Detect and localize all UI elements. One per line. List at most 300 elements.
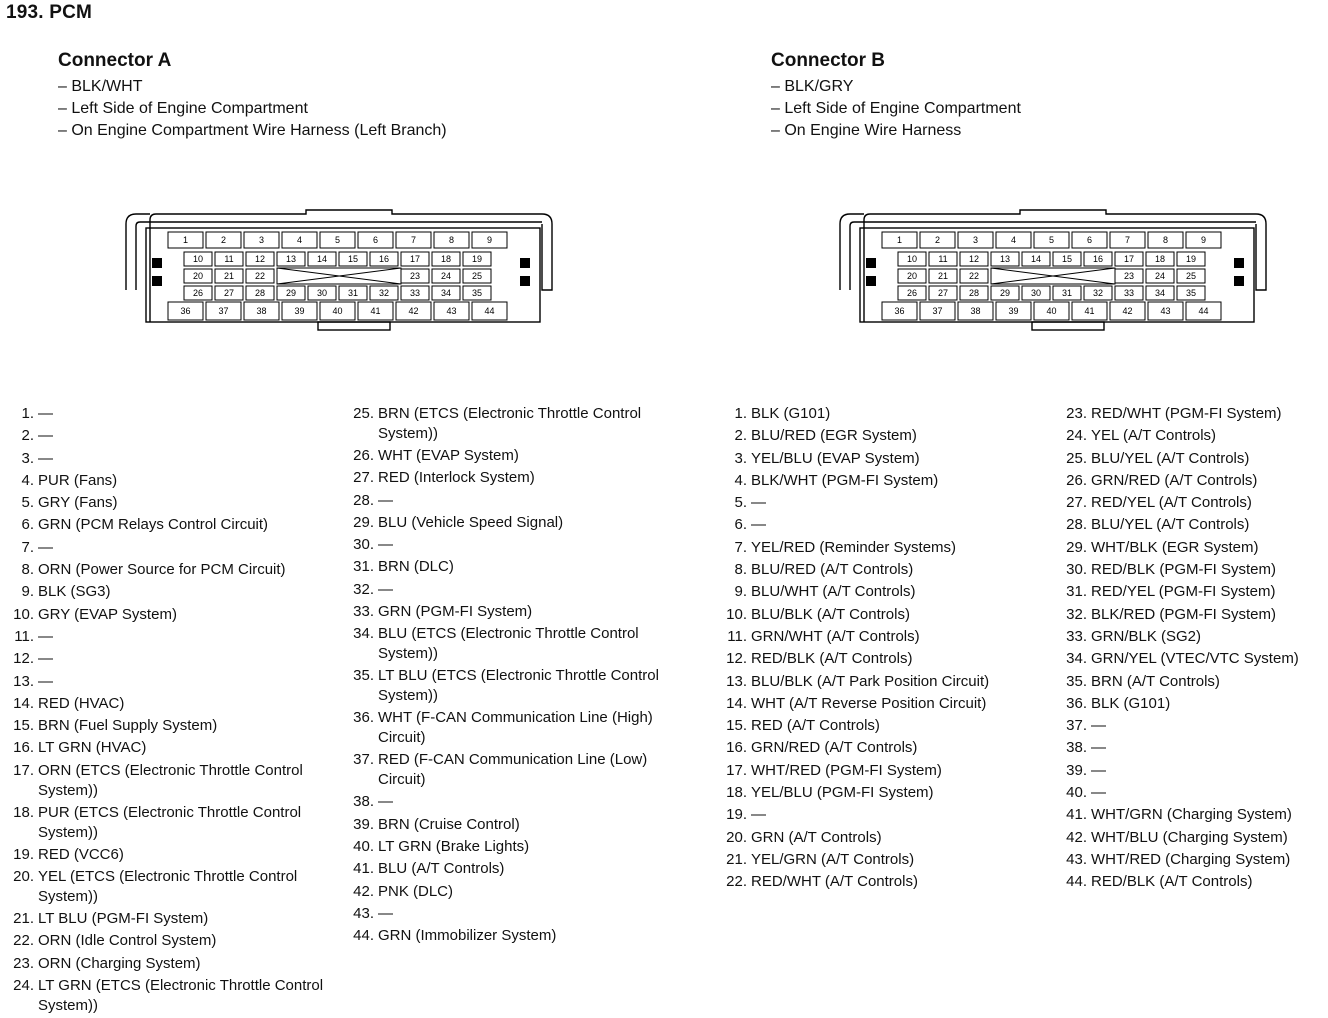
connector-a-pin-row <box>340 903 668 925</box>
pin-number: 44. <box>353 927 374 945</box>
pin-description: — <box>38 405 53 422</box>
cavity-label: 39 <box>1008 306 1019 316</box>
cavity-label: 31 <box>347 288 359 298</box>
connector-b-header <box>771 50 1021 142</box>
connector-b-pin-row <box>1053 448 1299 470</box>
cavity-label: 8 <box>448 235 455 245</box>
pin-description: RED/BLK (PGM-FI System) <box>1091 561 1277 579</box>
cavity-label: 32 <box>378 288 390 298</box>
connector-b-pin-row <box>1053 760 1299 782</box>
connector-b-pin-row <box>1053 514 1299 536</box>
pin-description: RED (Interlock System) <box>378 469 535 487</box>
connector-a-pin-row <box>0 448 328 470</box>
pin-number: 35. <box>1066 672 1087 690</box>
cavity-label: 20 <box>192 271 204 281</box>
pin-number: 7. <box>21 538 34 556</box>
cavity-label: 37 <box>218 306 229 316</box>
cavity-label: 17 <box>1123 254 1135 264</box>
pin-number: 14. <box>13 694 34 712</box>
pin-number: 6. <box>21 516 34 534</box>
connector-a-pin-row <box>0 953 328 975</box>
pin-description: LT GRN (HVAC) <box>38 739 147 757</box>
cavity-label: 14 <box>1030 254 1042 264</box>
pin-description: BLU/BLK (A/T Park Position Circuit) <box>751 672 990 690</box>
connector-b-pin-row <box>713 604 989 626</box>
pin-number: 13. <box>726 672 747 690</box>
pin-description: WHT/GRN (Charging System) <box>1091 806 1292 824</box>
cavity-label: 13 <box>999 254 1011 264</box>
connector-b-pin-row <box>713 693 989 715</box>
pin-description: — <box>1091 761 1106 779</box>
pin-description: — <box>38 627 53 645</box>
cavity-label: 15 <box>1061 254 1073 264</box>
pin-description: BLK/WHT (PGM-FI System) <box>751 471 939 489</box>
pin-number: 25. <box>1066 449 1087 467</box>
pin-number: 26. <box>1066 471 1087 489</box>
pin-description: GRN/RED (A/T Controls) <box>751 739 918 757</box>
cavity-label: 10 <box>906 254 918 264</box>
pin-description: RED/BLK (A/T Controls) <box>751 650 913 668</box>
pin-number: 10. <box>726 605 747 623</box>
pin-description: RED (F-CAN Communication Line (Low) Circuit) <box>378 751 648 789</box>
pin-description: — <box>38 427 53 445</box>
connector-b-heading: Connector B <box>771 50 885 71</box>
connector-a-pin-row <box>340 445 668 467</box>
connector-a-pin-row <box>0 737 328 759</box>
pin-number: 43. <box>1066 850 1087 868</box>
pin-number: 38. <box>353 793 374 811</box>
pin-description: — <box>38 538 53 556</box>
cavity-label: 39 <box>294 306 305 316</box>
connector-b-pin-list-2 <box>1053 403 1299 894</box>
pin-number: 15. <box>13 717 34 735</box>
connector-b-pin-row <box>1053 559 1299 581</box>
cavity-label: 25 <box>471 271 483 281</box>
pin-number: 19. <box>726 806 747 824</box>
pin-number: 9. <box>21 583 34 601</box>
cavity-label: 37 <box>932 306 943 316</box>
pin-description: — <box>378 793 393 811</box>
pin-description: GRN/RED (A/T Controls) <box>1091 471 1258 489</box>
cavity-label: 11 <box>224 254 234 264</box>
pin-number: 5. <box>734 494 747 512</box>
connector-a-pin-row <box>340 791 668 813</box>
cavity-label: 23 <box>409 271 421 281</box>
pin-number: 42. <box>1066 828 1087 846</box>
page-title: 193. PCM <box>6 2 93 23</box>
connector-b-pin-row <box>713 648 989 670</box>
cavity-label: 41 <box>370 306 381 316</box>
connector-b-face-svg <box>836 210 1276 338</box>
cavity-label: 18 <box>1154 254 1166 264</box>
pin-description: BRN (Fuel Supply System) <box>38 717 218 735</box>
cavity-label: 6 <box>372 235 379 245</box>
cavity-label: 13 <box>285 254 297 264</box>
pin-description: BRN (Cruise Control) <box>378 815 520 833</box>
pin-description: — <box>751 516 766 534</box>
cavity-label: 3 <box>258 235 265 245</box>
connector-b-pin-row <box>713 871 989 893</box>
cavity-label: 16 <box>378 254 390 264</box>
cavity-label: 9 <box>486 235 493 245</box>
pin-number: 43. <box>353 904 374 922</box>
pin-number: 1. <box>734 405 747 422</box>
cavity-label: 9 <box>1200 235 1207 245</box>
connector-a-harness: – On Engine Compartment Wire Harness (Left Branch) <box>58 122 447 139</box>
pin-number: 11. <box>727 627 747 645</box>
cavity-label: 31 <box>1061 288 1073 298</box>
pin-description: RED/BLK (A/T Controls) <box>1091 873 1253 891</box>
pin-description: RED/YEL (PGM-FI System) <box>1091 583 1276 601</box>
connector-a-pin-row <box>0 866 328 908</box>
cavity-label: 35 <box>1185 288 1197 298</box>
cavity-label: 19 <box>1185 254 1197 264</box>
cavity-label: 1 <box>182 235 189 245</box>
connector-a-pin-row <box>0 908 328 930</box>
pin-number: 12. <box>13 650 34 668</box>
side-latch <box>866 258 876 268</box>
cavity-label: 42 <box>408 306 419 316</box>
cavity-label: 33 <box>1123 288 1135 298</box>
pin-description: ORN (ETCS (Electronic Throttle Control System)) <box>38 761 303 799</box>
pin-number: 31. <box>353 558 374 576</box>
cavity-label: 8 <box>1162 235 1169 245</box>
connector-b-pin-row <box>713 448 989 470</box>
connector-b-pin-row <box>1053 737 1299 759</box>
cavity-label: 17 <box>409 254 421 264</box>
connector-a-heading: Connector A <box>58 50 172 71</box>
pin-description: WHT/BLK (EGR System) <box>1091 538 1259 556</box>
pin-number: 41. <box>353 860 374 878</box>
pin-description: — <box>378 580 393 598</box>
pin-number: 2. <box>734 427 747 445</box>
pin-description: GRY (EVAP System) <box>38 605 177 623</box>
connector-a-pin-row <box>340 579 668 601</box>
pin-number: 39. <box>1066 761 1087 779</box>
cavity-label: 38 <box>970 306 981 316</box>
connector-a-pin-row <box>340 556 668 578</box>
connector-b-pin-row <box>713 470 989 492</box>
connector-b-pin-row <box>1053 470 1299 492</box>
cavity-label: 3 <box>972 235 979 245</box>
pin-description: BRN (A/T Controls) <box>1091 672 1220 690</box>
connector-a-pin-row <box>340 403 668 445</box>
connector-b-pin-row <box>1053 827 1299 849</box>
connector-b-pin-row <box>1053 782 1299 804</box>
cavity-label: 1 <box>896 235 903 245</box>
connector-a-pin-row <box>340 836 668 858</box>
cavity-label: 22 <box>968 271 980 281</box>
connector-a-pin-row <box>0 626 328 648</box>
pin-number: 27. <box>1066 494 1087 512</box>
pin-description: — <box>1091 739 1106 757</box>
cavity-label: 11 <box>938 254 948 264</box>
side-latch <box>520 276 530 286</box>
connector-a-pin-row <box>0 514 328 536</box>
pin-number: 37. <box>1066 717 1087 735</box>
connector-a-pin-row <box>340 623 668 665</box>
connector-b-pin-row <box>1053 804 1299 826</box>
cavity-label: 43 <box>1160 306 1171 316</box>
locking-tab <box>318 322 390 330</box>
pin-description: BLU/WHT (A/T Controls) <box>751 583 916 601</box>
pin-description: YEL (A/T Controls) <box>1091 427 1217 445</box>
cavity-label: 27 <box>937 288 949 298</box>
pin-number: 36. <box>353 709 374 727</box>
connector-a-pin-row <box>340 881 668 903</box>
pin-description: RED (A/T Controls) <box>751 717 880 735</box>
cavity-label: 5 <box>1048 235 1055 245</box>
cavity-label: 7 <box>1124 235 1131 245</box>
pin-description: BLK/RED (PGM-FI System) <box>1091 605 1277 623</box>
side-latch <box>152 258 162 268</box>
pin-description: PUR (Fans) <box>38 471 118 489</box>
cavity-label: 34 <box>440 288 452 298</box>
connector-b-pin-row <box>1053 871 1299 893</box>
connector-a-pin-row <box>340 749 668 791</box>
pin-number: 40. <box>1066 784 1087 802</box>
pin-description: ORN (Power Source for PCM Circuit) <box>38 561 286 579</box>
pin-description: WHT (EVAP System) <box>378 447 519 464</box>
pin-description: GRN (PCM Relays Control Circuit) <box>38 516 269 534</box>
connector-b-pin-row <box>1053 715 1299 737</box>
connector-a-location: – Left Side of Engine Compartment <box>58 100 308 117</box>
cavity-label: 44 <box>1198 306 1209 316</box>
pin-description: BLU (ETCS (Electronic Throttle Control System)) <box>378 625 639 663</box>
pin-description: LT GRN (ETCS (Electronic Throttle Control System)) <box>38 976 324 1014</box>
pin-description: BLK (SG3) <box>38 583 111 601</box>
pin-number: 32. <box>1066 605 1087 623</box>
pin-description: GRN/BLK (SG2) <box>1091 627 1202 645</box>
pin-description: PNK (DLC) <box>378 882 454 900</box>
pin-number: 3. <box>21 449 34 467</box>
pin-number: 42. <box>353 882 374 900</box>
pin-number: 38. <box>1066 739 1087 757</box>
pin-number: 30. <box>353 536 374 554</box>
pin-description: ORN (Charging System) <box>38 954 201 972</box>
pin-description: — <box>38 449 53 467</box>
pin-description: BLU (Vehicle Speed Signal) <box>378 513 564 531</box>
connector-b-pin-row <box>713 715 989 737</box>
connector-a-pin-row <box>0 559 328 581</box>
cavity-label: 44 <box>484 306 495 316</box>
pin-number: 33. <box>353 603 374 621</box>
connector-a-pin-row <box>0 403 328 425</box>
connector-a-pin-row <box>340 858 668 880</box>
connector-a-pin-row <box>0 425 328 447</box>
pin-number: 18. <box>13 803 34 821</box>
connector-a-pin-list-1 <box>0 403 328 1017</box>
cavity-label: 36 <box>180 306 191 316</box>
connector-a-pin-row <box>340 601 668 623</box>
pin-description: — <box>38 650 53 668</box>
connector-b-pin-row <box>713 537 989 559</box>
connector-b-color: – BLK/GRY <box>771 78 854 95</box>
pin-number: 19. <box>13 845 34 863</box>
side-latch <box>1234 258 1244 268</box>
connector-a-color: – BLK/WHT <box>58 78 143 95</box>
cavity-label: 34 <box>1154 288 1166 298</box>
pin-number: 37. <box>353 751 374 769</box>
side-latch <box>866 276 876 286</box>
connector-b-pin-list-1 <box>713 403 989 894</box>
pin-description: BLK (G101) <box>751 405 831 422</box>
connector-b-pin-row <box>713 849 989 871</box>
pin-number: 21. <box>726 850 747 868</box>
connector-a-pin-row <box>340 467 668 489</box>
pin-description: — <box>1091 784 1106 802</box>
pin-description: BLU/BLK (A/T Controls) <box>751 605 910 623</box>
pin-number: 32. <box>353 580 374 598</box>
cavity-label: 30 <box>1030 288 1042 298</box>
pin-description: RED (HVAC) <box>38 694 125 712</box>
pin-description: LT GRN (Brake Lights) <box>378 837 530 855</box>
cavity-label: 5 <box>334 235 341 245</box>
side-latch <box>1234 276 1244 286</box>
connector-a-pin-row <box>340 490 668 512</box>
connector-a-pin-row <box>0 975 328 1017</box>
connector-a-pin-row <box>340 534 668 556</box>
pin-description: RED (VCC6) <box>38 845 124 863</box>
pin-description: YEL/RED (Reminder Systems) <box>751 538 957 556</box>
pin-description: YEL/BLU (EVAP System) <box>751 449 920 467</box>
cavity-label: 43 <box>446 306 457 316</box>
pin-description: RED/WHT (A/T Controls) <box>751 873 918 891</box>
cavity-label: 27 <box>223 288 235 298</box>
connector-b-diagram <box>836 210 1276 338</box>
connector-b-pin-row <box>713 671 989 693</box>
pin-number: 25. <box>353 405 374 422</box>
connector-b-pin-row <box>1053 537 1299 559</box>
pin-number: 18. <box>726 784 747 802</box>
cavity-label: 35 <box>471 288 483 298</box>
pin-description: RED/YEL (A/T Controls) <box>1091 494 1252 512</box>
pin-description: BLU/RED (A/T Controls) <box>751 561 914 579</box>
pin-description: GRN (Immobilizer System) <box>378 927 557 945</box>
pin-number: 22. <box>13 932 34 950</box>
pin-description: RED/WHT (PGM-FI System) <box>1091 405 1282 422</box>
pin-number: 1. <box>21 405 34 422</box>
connector-b-pin-row <box>713 492 989 514</box>
cavity-label: 21 <box>223 271 235 281</box>
connector-b-pin-row <box>713 760 989 782</box>
pin-description: WHT/RED (PGM-FI System) <box>751 761 942 779</box>
cavity-label: 40 <box>332 306 343 316</box>
connector-b-pin-row <box>713 827 989 849</box>
pin-number: 12. <box>726 650 747 668</box>
pin-number: 15. <box>726 717 747 735</box>
cavity-label: 25 <box>1185 271 1197 281</box>
connector-a-pin-list-2 <box>340 403 668 947</box>
connector-a-pin-row <box>0 470 328 492</box>
pin-description: BLK (G101) <box>1091 694 1171 712</box>
pin-description: BLU/YEL (A/T Controls) <box>1091 516 1250 534</box>
pin-number: 29. <box>353 513 374 531</box>
pin-number: 17. <box>13 761 34 779</box>
pin-description: BRN (DLC) <box>378 558 454 576</box>
connector-a-pin-row <box>0 581 328 603</box>
connector-a-pin-row <box>340 814 668 836</box>
connector-b-pin-row <box>713 425 989 447</box>
pin-number: 23. <box>1066 405 1087 422</box>
pin-number: 24. <box>13 976 34 994</box>
cavity-label: 15 <box>347 254 359 264</box>
cavity-label: 14 <box>316 254 328 264</box>
pin-number: 34. <box>1066 650 1087 668</box>
cavity-label: 29 <box>999 288 1011 298</box>
pin-number: 20. <box>13 868 34 886</box>
pin-number: 4. <box>21 471 34 489</box>
connector-b-pin-row <box>1053 604 1299 626</box>
pin-number: 23. <box>13 954 34 972</box>
connector-b-pin-row <box>1053 648 1299 670</box>
pin-number: 13. <box>13 672 34 690</box>
cavity-label: 38 <box>256 306 267 316</box>
cavity-label: 32 <box>1092 288 1104 298</box>
cavity-label: 33 <box>409 288 421 298</box>
connector-b-pin-row <box>1053 693 1299 715</box>
pin-number: 35. <box>353 667 374 685</box>
pin-number: 3. <box>734 449 747 467</box>
pin-description: YEL/GRN (A/T Controls) <box>751 850 915 868</box>
pin-description: — <box>1091 717 1106 735</box>
connector-a-pin-row <box>0 760 328 802</box>
pin-description: — <box>378 904 393 922</box>
cavity-label: 24 <box>1154 271 1166 281</box>
pin-description: GRN (A/T Controls) <box>751 828 882 846</box>
connector-a-pin-row <box>0 537 328 559</box>
pin-number: 31. <box>1066 583 1087 601</box>
connector-b-pin-row <box>713 403 989 425</box>
pin-number: 28. <box>1066 516 1087 534</box>
pin-description: GRN/WHT (A/T Controls) <box>751 627 920 645</box>
pin-number: 33. <box>1066 627 1087 645</box>
connector-b-pin-row <box>713 737 989 759</box>
connector-b-pin-row <box>1053 849 1299 871</box>
pin-number: 7. <box>734 538 747 556</box>
cavity-label: 26 <box>192 288 204 298</box>
cavity-label: 4 <box>296 235 303 245</box>
cavity-label: 16 <box>1092 254 1104 264</box>
pin-number: 14. <box>726 694 747 712</box>
cavity-label: 7 <box>410 235 417 245</box>
connector-b-pin-row <box>713 782 989 804</box>
connector-b-pin-row <box>713 581 989 603</box>
cavity-label: 18 <box>440 254 452 264</box>
cavity-label: 42 <box>1122 306 1133 316</box>
pin-description: ORN (Idle Control System) <box>38 932 217 950</box>
cavity-label: 36 <box>894 306 905 316</box>
cavity-label: 29 <box>285 288 297 298</box>
connector-a-pin-row <box>0 671 328 693</box>
connector-b-harness: – On Engine Wire Harness <box>771 122 962 139</box>
connector-b-location: – Left Side of Engine Compartment <box>771 100 1021 117</box>
pin-description: — <box>751 806 766 824</box>
cavity-label: 10 <box>192 254 204 264</box>
pin-number: 20. <box>726 828 747 846</box>
pin-number: 21. <box>13 910 34 928</box>
pin-number: 8. <box>21 561 34 579</box>
cavity-label: 19 <box>471 254 483 264</box>
pin-number: 41. <box>1066 806 1087 824</box>
pin-number: 29. <box>1066 538 1087 556</box>
pin-number: 24. <box>1066 427 1087 445</box>
pin-description: GRY (Fans) <box>38 494 118 512</box>
connector-a-pin-row <box>0 604 328 626</box>
pin-description: — <box>378 536 393 554</box>
pin-description: — <box>38 672 53 690</box>
side-latch <box>152 276 162 286</box>
